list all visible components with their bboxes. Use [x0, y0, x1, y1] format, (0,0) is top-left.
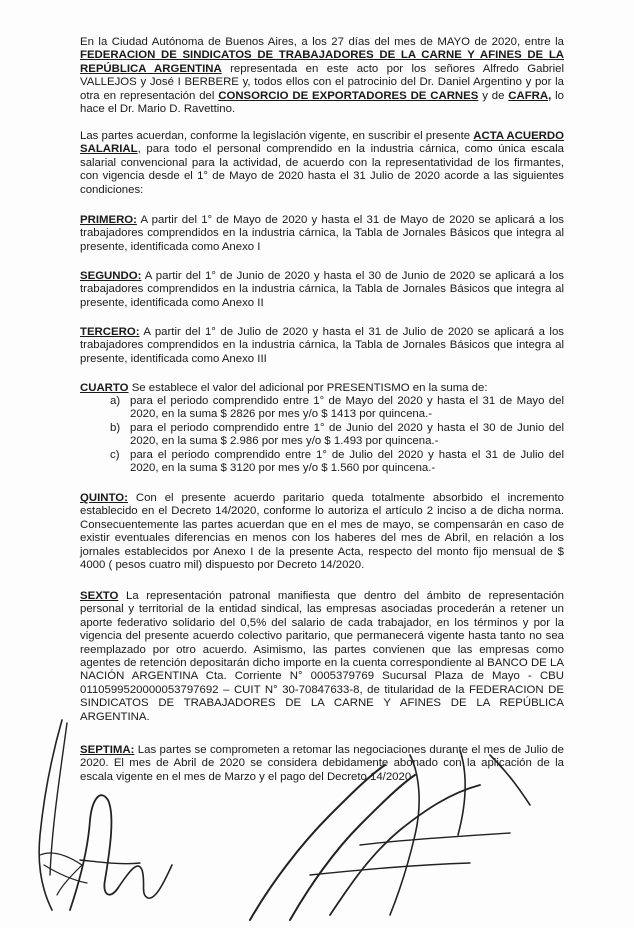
clause-septimo: [80, 744, 564, 784]
clause-sexto: [80, 590, 564, 724]
list-item-text: para el periodo comprendido entre 1° de Junio del 2020 y hasta el 30 de Junio del 2020, en la suma $ 2.986 por mes y/o $ 1.493 por quincena.-: [130, 421, 564, 448]
clause-primero: [80, 214, 564, 254]
clause-primero-label: PRIMERO:: [80, 214, 137, 226]
clause-primero-text: A partir del 1° de Mayo de 2020 y hasta el 31 de Mayo de 2020 se aplicará a los trabajadores comprendidos en la industria cárnica, la Tabla de Jornales Básicos que integra al presente, identificada como Anexo I: [80, 214, 564, 253]
intro-text-4: lo hace el Dr. Mario D. Ravettino.: [80, 89, 565, 116]
clause-segundo-text: A partir del 1° de Junio de 2020 y hasta el 30 de Junio de 2020 se aplicará a los trabajadores comprendidos en la industria cárnica, la Tabla de Jornales Básicos que integra al presente, identificada como Anexo II: [80, 270, 564, 309]
intro-text-3: y de: [478, 89, 509, 102]
clause-quinto: [80, 492, 564, 572]
clause-cuarto-text: Se establece el valor del adicional por PRESENTISMO en la suma de:: [128, 382, 488, 394]
clause-segundo: [80, 270, 564, 310]
list-marker: a): [110, 395, 121, 407]
agreement-title: ACTA ACUERDO SALARIAL: [80, 130, 564, 156]
agreement-text-2: , para todo el personal comprendido en la industria cárnica, como única escala salarial convencional para la actividad, de acuerdo con la representatividad de los firmantes, con vigencia desde el 1° de Mayo de 2020 hasta el 31 Julio de 2020 acorde a las siguientes condiciones:: [80, 143, 564, 196]
intro-text-2: representada en este acto por los señores Alfredo Gabriel VALLEJOS y José I BERBERE y, todos ellos con el patrocinio del Dr. Daniel Argentino y por la otra en representación del: [80, 62, 564, 102]
clause-quinto-text: Con el presente acuerdo paritario queda totalmente absorbido el incremento establecido en el Decreto 14/2020, conforme lo autoriza el artículo 2 inciso a de dicha norma. Consecuentemente las partes acuerdan que en el mes de mayo, se compensarán en caso de existir eventuales diferencias en menos con los haberes del mes de Abril, en relación a los jornales establecidos por Anexo I de la presente Acta, respecto del monto fijo mensual de $ 4000 ( pesos cuatro mil) dispuesto por Decreto 14/2020.: [80, 492, 564, 572]
union-name: FEDERACION DE SINDICATOS DE TRABAJADORES DE LA CARNE Y AFINES DE LA REPÚBLICA ARGENTINA: [80, 49, 564, 75]
list-item: [80, 395, 564, 422]
clause-tercero-text: A partir del 1° de Julio de 2020 y hasta el 31 de Julio de 2020 se aplicará a los trabajadores comprendidos en la industria cárnica, la Tabla de Jornales Básicos que integra al presente, identificada como Anexo III: [80, 326, 564, 365]
clause-tercero-label: TERCERO:: [80, 326, 140, 338]
intro-paragraph: [80, 36, 564, 116]
clause-quinto-label: QUINTO:: [80, 492, 128, 504]
clause-sexto-text: La representación patronal manifiesta que dentro del ámbito de representación personal y territorial de la entidad sindical, las empresas asociadas procederán a retener un aporte federativo solidario del 0,5% del salario de cada trabajador, en los términos y por la vigencia del presente acuerdo colectivo paritario, que permanecerá vigente hasta tanto no sea reemplazado por otro acuerdo. Asimismo, las partes convienen que las empresas como agentes de retención depositarán dicho importe en la cuenta correspondiente al BANCO DE LA NACIÓN ARGENTINA Cta. Corriente N° 0005379769 Sucursal Plaza de Mayo - CBU 0110599520000053797692 – CUIT N° 30-70847633-8, de titularidad de la FEDERACION DE SINDICATOS DE TRABAJADORES DE LA CARNE Y AFINES DE LA REPÚBLICA ARGENTINA.: [80, 590, 564, 723]
agreement-paragraph: [80, 130, 564, 197]
list-item-text: para el periodo comprendido entre 1° de Julio del 2020 y hasta el 31 de Julio del 2020, en la suma $ 3120 por mes y/o $ 1.560 por quincena.-: [130, 448, 564, 475]
signature-left: [60, 770, 200, 920]
clause-segundo-label: SEGUNDO:: [80, 270, 142, 282]
list-item-text: para el periodo comprendido entre 1° de Mayo del 2020 y hasta el 31 de Mayo del 2020, en la suma $ 2826 por mes y/o $ 1413 por quincena.-: [130, 395, 564, 421]
list-marker: c): [110, 448, 120, 461]
clause-cuarto: [80, 382, 564, 395]
clause-tercero: [80, 326, 564, 366]
consortium-name: CONSORCIO DE EXPORTADORES DE CARNES: [218, 89, 479, 102]
clause-sexto-label: SEXTO: [80, 590, 119, 602]
list-item: [80, 422, 564, 449]
presentismo-list: [80, 395, 564, 475]
list-marker: b): [110, 421, 121, 434]
list-item: [80, 449, 564, 476]
clause-septimo-label: SEPTIMA:: [80, 744, 135, 756]
clause-septimo-text: Las partes se comprometen a retomar las negociaciones durante el mes de Julio de 2020. El mes de Abril de 2020 se considera debidamente abonado con la aplicación de la escala vigente en el mes de Marzo y el pago del Decreto 14/2020: [80, 744, 564, 783]
cafra-name: CAFRA,: [508, 89, 552, 102]
agreement-text-1: Las partes acuerdan, conforme la legislación vigente, en suscribir el presente: [80, 130, 474, 142]
clause-cuarto-label: CUARTO: [80, 382, 129, 394]
intro-text-1: En la Ciudad Autónoma de Buenos Aires, a los 27 días del mes de MAYO de 2020, entre la: [80, 36, 564, 48]
